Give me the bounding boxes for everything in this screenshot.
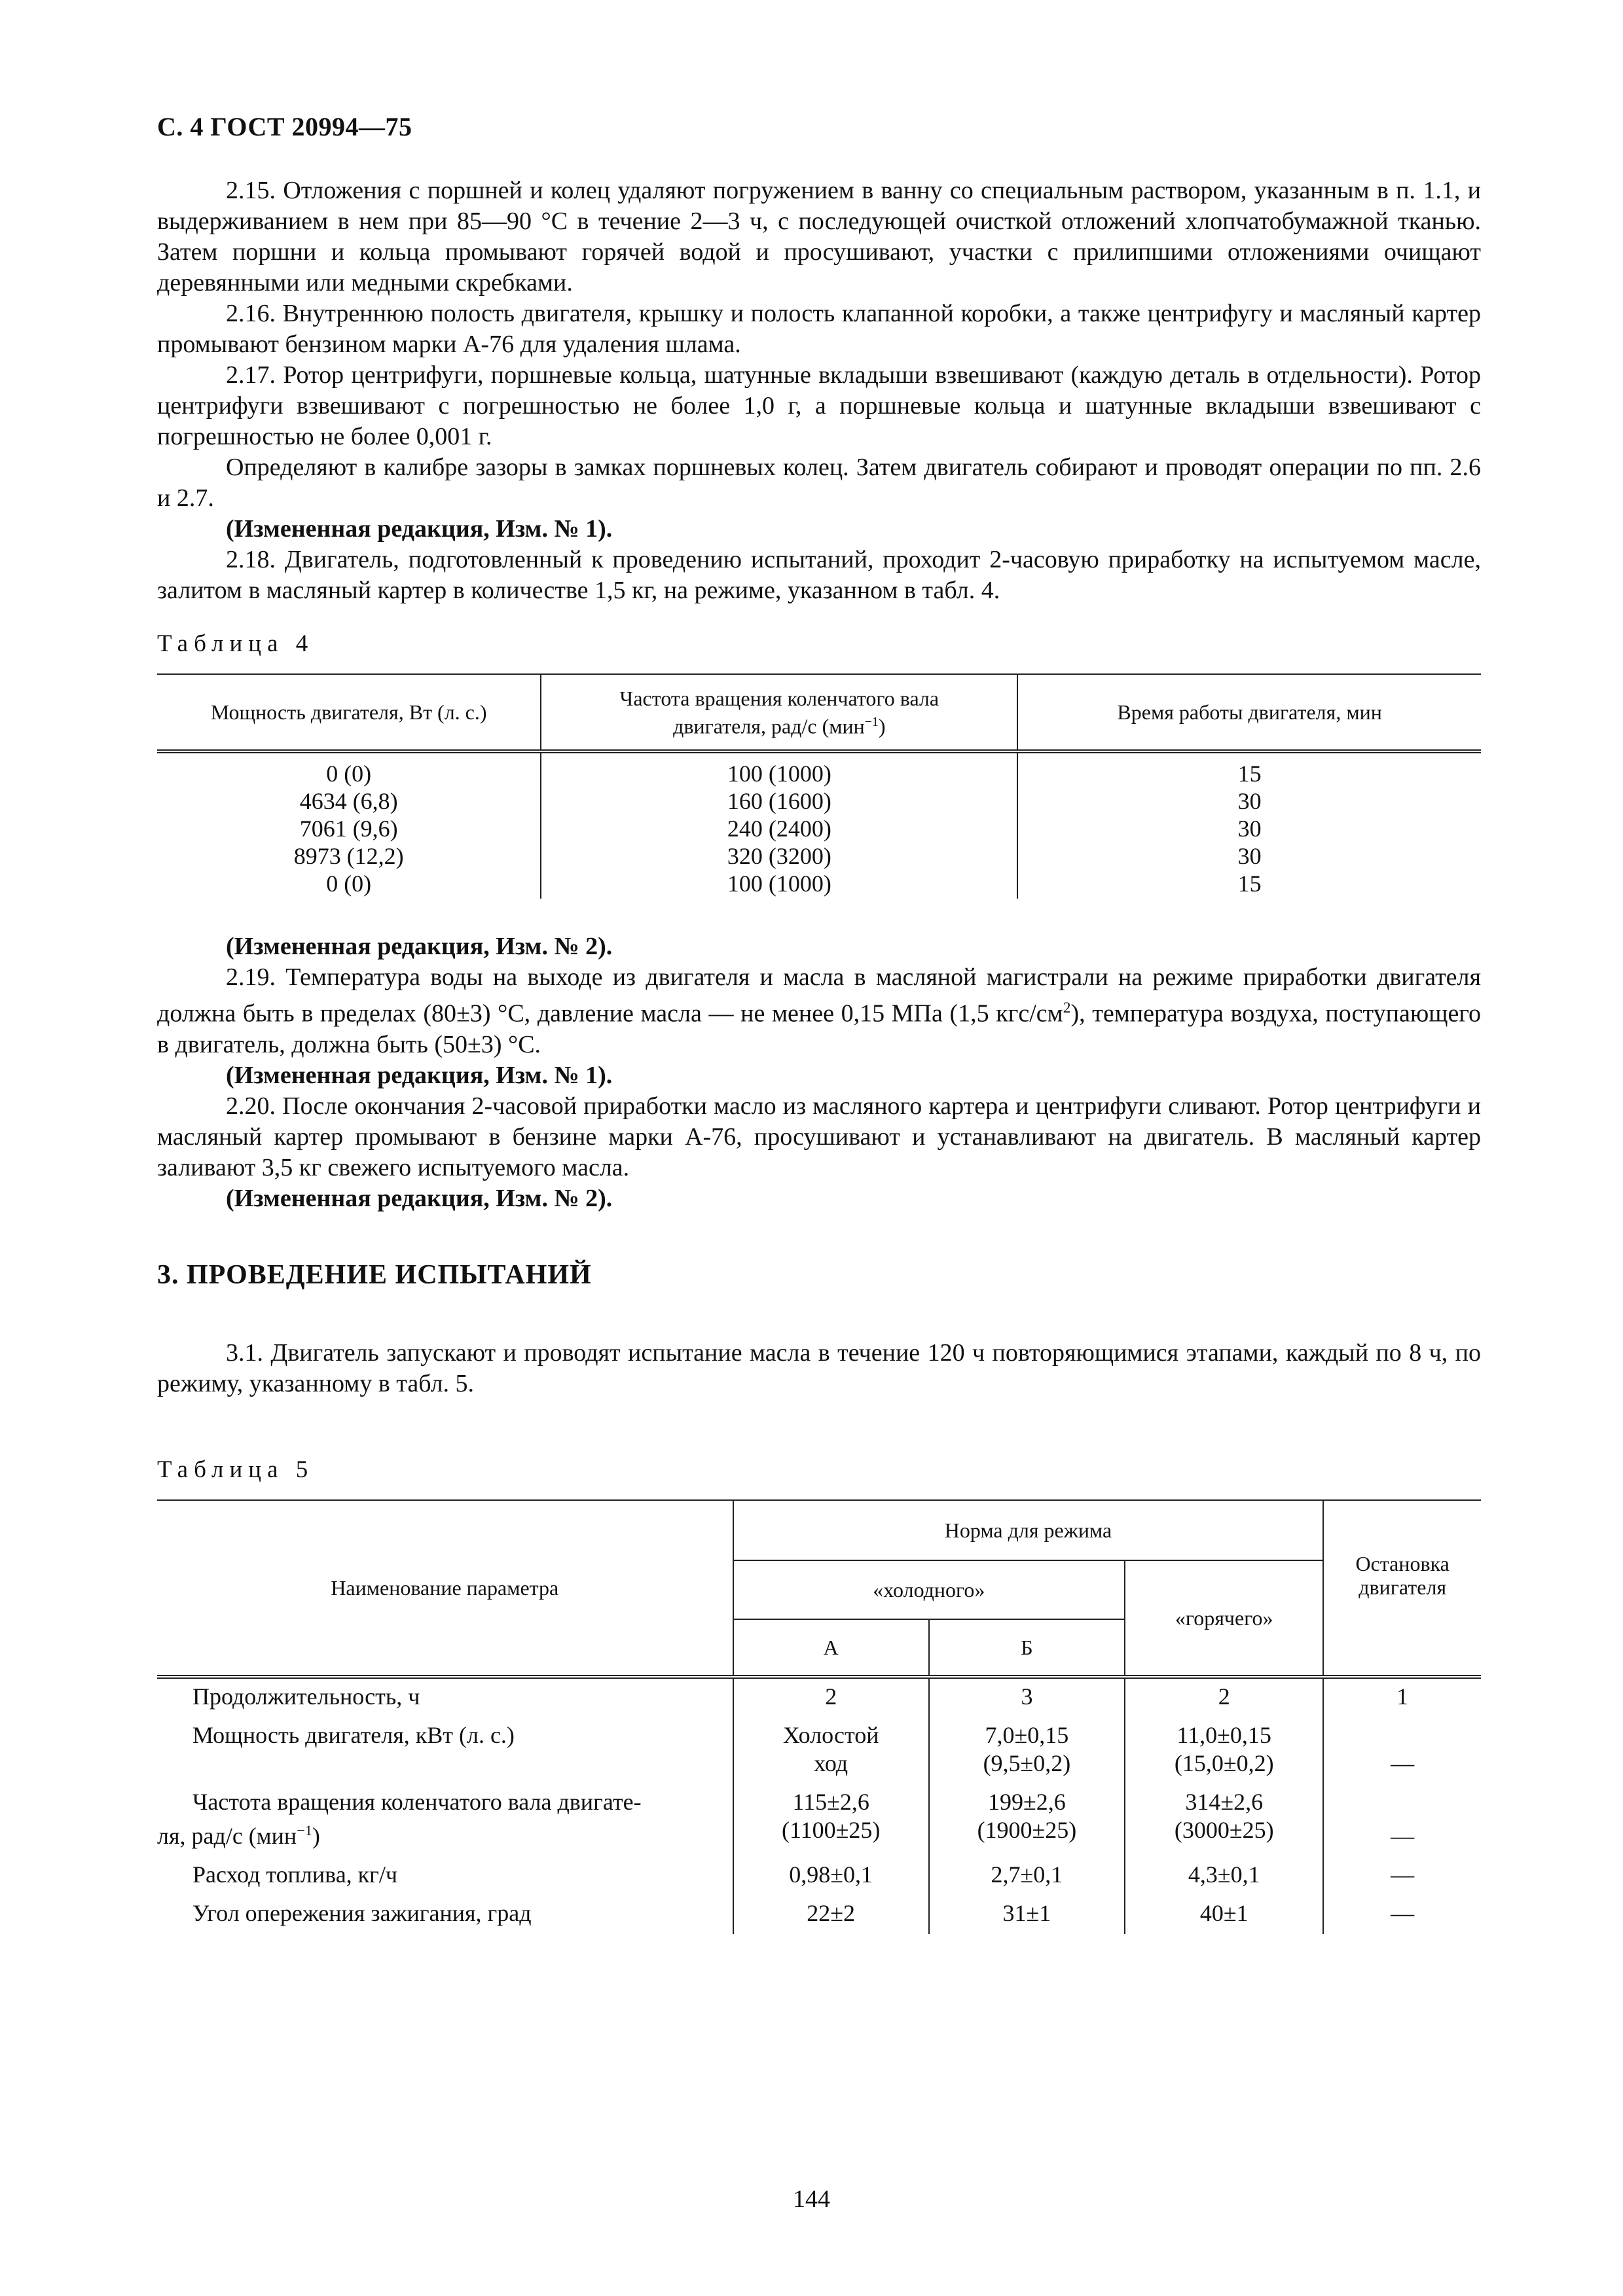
table-cell: 40±1 — [1125, 1895, 1323, 1934]
table-cell: 4,3±0,1 — [1125, 1857, 1323, 1895]
table-5 — [157, 1499, 1481, 1934]
table-row — [157, 1717, 1481, 1784]
table-5-caption: Таблица 5 — [157, 1456, 314, 1483]
table-4 — [157, 673, 1481, 899]
superscript: −1 — [864, 714, 879, 729]
page-content — [157, 175, 1481, 1934]
table-header-cell: Мощность двигателя, Вт (л. с.) — [157, 674, 541, 751]
paragraph-text: ), температура воздуха, поступающего в двигатель, должна быть (50±3) °С. — [157, 999, 1481, 1058]
cell-value: 314±2,6 — [1185, 1788, 1264, 1815]
table-cell: 2,7±0,1 — [929, 1857, 1125, 1895]
table-cell — [157, 1784, 733, 1857]
paragraph-2-17: 2.17. Ротор центрифуги, поршневые кольца, шатунные вкладыши взвешивают (каждую деталь в отдельности). Ротор центрифуги взвешивают с погрешностью не более 1,0 г, а поршневые кольца и шатунные вкладыши взвешивают с погрешностью не более 0,001 г. — [157, 361, 1481, 450]
cell-value: 240 (2400) — [727, 816, 831, 842]
table-cell — [929, 1784, 1125, 1857]
cell-value: 15 — [1237, 761, 1262, 787]
table-header-cell: Наименование параметра — [157, 1500, 733, 1677]
table-cell — [1125, 1717, 1323, 1784]
cell-value: Продолжительность, ч — [192, 1683, 420, 1710]
header-text: Частота вращения коленчатого вала — [619, 686, 939, 710]
page-header: С. 4 ГОСТ 20994—75 — [157, 112, 412, 141]
cell-value: (3000±25) — [1174, 1816, 1274, 1843]
table-header-cell — [541, 674, 1017, 751]
cell-value: 11,0±0,15 — [1176, 1721, 1271, 1748]
superscript: 2 — [1063, 999, 1071, 1016]
cell-value: 320 (3200) — [727, 843, 831, 869]
table-header-cell: Время работы двигателя, мин — [1017, 674, 1481, 751]
cell-value: (9,5±0,2) — [983, 1749, 1071, 1776]
table-row — [157, 1784, 1481, 1857]
table-row — [157, 751, 1481, 899]
cell-value: 100 (1000) — [727, 761, 831, 787]
cell-value: 30 — [1237, 843, 1262, 869]
table-cell: — — [1323, 1895, 1481, 1934]
cell-value: (1100±25) — [781, 1816, 881, 1843]
cell-value: (1900±25) — [977, 1816, 1077, 1843]
edit-note: (Измененная редакция, Изм. № 1). — [226, 1061, 613, 1089]
paragraph-3-1: 3.1. Двигатель запускают и проводят испытание масла в течение 120 ч повторяющимися этапами, каждый по 8 ч, по режиму, указанному в табл. 5. — [157, 1338, 1481, 1397]
cell-value: 199±2,6 — [988, 1788, 1066, 1815]
table-cell: 31±1 — [929, 1895, 1125, 1934]
table-header-cell: Б — [929, 1619, 1125, 1677]
table-cell: 2 — [733, 1677, 929, 1717]
paragraph-2-18: 2.18. Двигатель, подготовленный к проведению испытаний, проходит 2-часовую приработку на испытуемом масле, залитом в масляный картер в количестве 1,5 кг, на режиме, указанном в табл. 4. — [157, 546, 1481, 604]
paragraph-2-16: 2.16. Внутреннюю полость двигателя, крышку и полость клапанной коробки, а также центрифугу и масляный картер промывают бензином марки А-76 для удаления шлама. — [157, 300, 1481, 358]
cell-value: ) — [312, 1822, 320, 1849]
cell-value: 100 (1000) — [727, 870, 831, 897]
cell-value: Частота вращения коленчатого вала двигате- — [192, 1788, 642, 1815]
cell-value: Угол опережения зажигания, град — [192, 1899, 532, 1926]
table-cell — [541, 751, 1017, 899]
paragraph-2-17-cont: Определяют в калибре зазоры в замках поршневых колец. Затем двигатель собирают и проводят операции по пп. 2.6 и 2.7. — [157, 454, 1481, 512]
cell-value: 7,0±0,15 — [985, 1721, 1069, 1748]
paragraph-2-19 — [157, 962, 1481, 1060]
edit-note: (Измененная редакция, Изм. № 2). — [226, 1184, 613, 1212]
paragraph-2-15: 2.15. Отложения с поршней и колец удаляют погружением в ванну со специальным раствором, указанным в п. 1.1, и выдерживанием в нем при 85—90 °С в течение 2—3 ч, с последующей очисткой отложений хлопчатобумажной тканью. Затем поршни и кольца промывают горячей водой и просушивают, участки с прилипшими отложениями очищают деревянными или медными скребками. — [157, 177, 1481, 296]
header-text: двигателя, рад/с (мин — [673, 714, 865, 738]
table-cell — [1125, 1784, 1323, 1857]
table-cell — [157, 1895, 733, 1934]
cell-value: 4634 (6,8) — [299, 788, 398, 814]
section-title: 3. ПРОВЕДЕНИЕ ИСПЫТАНИЙ — [157, 1259, 592, 1290]
table-cell: 3 — [929, 1677, 1125, 1717]
table-cell — [1017, 751, 1481, 899]
table-cell — [929, 1717, 1125, 1784]
table-cell: 2 — [1125, 1677, 1323, 1717]
paragraph-2-20: 2.20. После окончания 2-часовой приработки масло из масляного картера и центрифуги сливают. Ротор центрифуги и масляный картер промывают в бензине марки А-76, просушивают и устанавливают на двигатель. В масляный картер заливают 3,5 кг свежего испытуемого масла. — [157, 1092, 1481, 1181]
header-text: ) — [878, 714, 886, 738]
table-cell: — — [1323, 1784, 1481, 1857]
table-cell: 22±2 — [733, 1895, 929, 1934]
cell-value: 0 (0) — [326, 761, 372, 787]
table-cell — [157, 1857, 733, 1895]
cell-value: 0 (0) — [326, 870, 372, 897]
cell-value: 7061 (9,6) — [299, 816, 398, 842]
cell-value: Мощность двигателя, кВт (л. с.) — [192, 1721, 515, 1748]
page-number: 144 — [793, 2185, 830, 2213]
cell-value: 160 (1600) — [727, 788, 831, 814]
table-cell — [157, 1717, 733, 1784]
table-cell: 1 — [1323, 1677, 1481, 1717]
edit-note: (Измененная редакция, Изм. № 1). — [226, 515, 613, 543]
table-cell: — — [1323, 1717, 1481, 1784]
cell-value: 30 — [1237, 788, 1262, 814]
table-header-cell: Норма для режима — [733, 1500, 1324, 1560]
table-cell — [157, 1677, 733, 1717]
table-row — [157, 1857, 1481, 1895]
cell-value: 8973 (12,2) — [293, 843, 404, 869]
table-header-cell: Остановка двигателя — [1323, 1500, 1481, 1677]
paragraph-text: 2.19. Температура воды на выходе из двигателя и масла в масляной магистрали на режиме приработки двигателя должна быть в пределах (80±3) °С, давление масла — не менее 0,15 МПа (1,5 кгс/см — [157, 963, 1481, 1028]
cell-value: ход — [814, 1749, 848, 1776]
table-cell — [733, 1717, 929, 1784]
cell-value: Холостой — [782, 1721, 879, 1748]
table-cell — [733, 1784, 929, 1857]
superscript: −1 — [297, 1821, 312, 1839]
table-header-cell: «холодного» — [733, 1560, 1125, 1619]
table-row — [157, 1895, 1481, 1934]
cell-value: 15 — [1237, 870, 1262, 897]
table-cell: — — [1323, 1857, 1481, 1895]
table-header-cell: А — [733, 1619, 929, 1677]
table-row — [157, 1677, 1481, 1717]
cell-value: 115±2,6 — [792, 1788, 869, 1815]
cell-value: 30 — [1237, 816, 1262, 842]
table-4-caption: Таблица 4 — [157, 630, 314, 657]
cell-value: Расход топлива, кг/ч — [192, 1861, 398, 1888]
table-cell — [157, 751, 541, 899]
cell-value: (15,0±0,2) — [1174, 1749, 1274, 1776]
table-header-cell: «горячего» — [1125, 1560, 1323, 1677]
table-cell: 0,98±0,1 — [733, 1857, 929, 1895]
edit-note: (Измененная редакция, Изм. № 2). — [226, 933, 613, 960]
cell-value: ля, рад/с (мин — [157, 1822, 297, 1849]
